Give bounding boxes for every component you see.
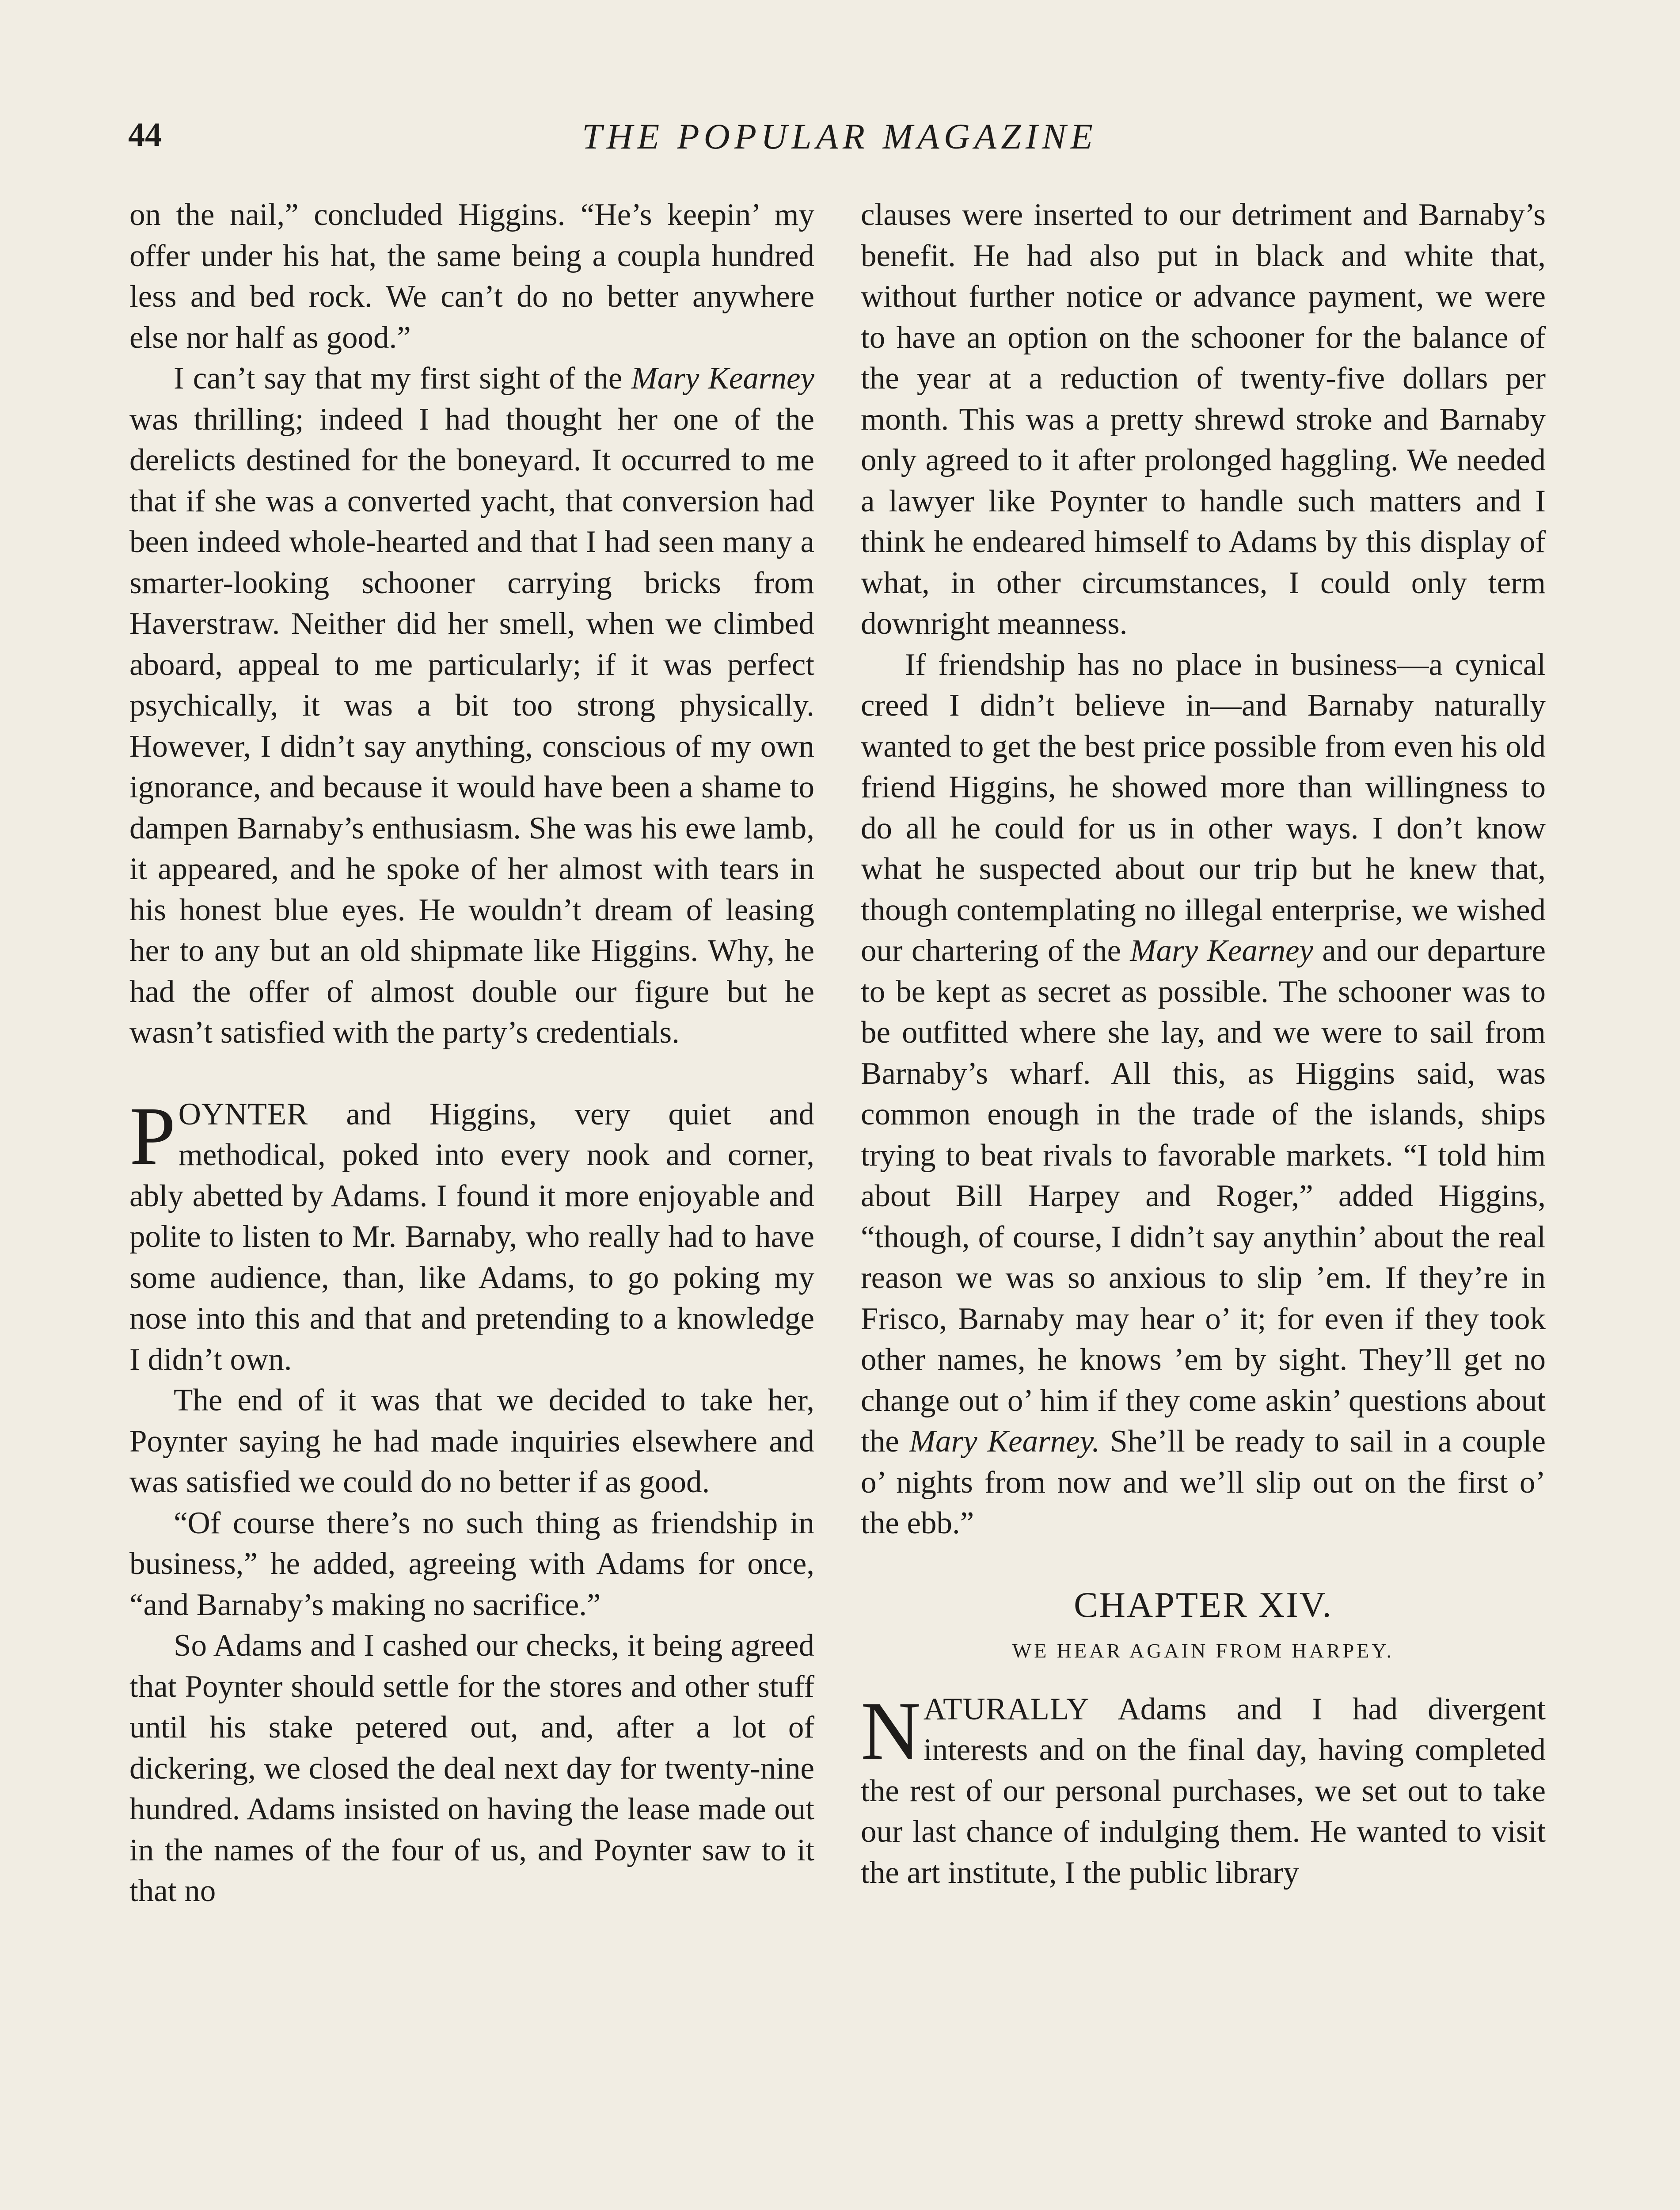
chapter-subtitle: WE HEAR AGAIN FROM HARPEY. xyxy=(1012,1639,1395,1662)
text-run: and our departure to be kept as secret as possible. The schooner was to be outfitted where she lay, and we were to sail from Barnaby’s wharf. All this, as Higgins said, was common enough in the trade of the islands, ships trying to beat rivals to favorable markets. “I told him about Bill Harpey and Roger,” added Higgins, “though, of course, I didn’t say anythin’ about the real reason we was so anxious to slip ’em. If they’re in Frisco, Barnaby may hear o’ it; for even if they took other names, he knows ’em by sight. They’ll get no change out o’ him if they come askin’ questions about the xyxy=(861,934,1546,1459)
lead-word: ATURALLY xyxy=(923,1692,1090,1726)
paragraph xyxy=(861,1684,1546,1894)
paragraph xyxy=(129,1089,814,1380)
running-title: THE POPULAR MAGAZINE xyxy=(582,116,1097,156)
paragraph: clauses were inserted to our detriment and Barnaby’s benefit. He had also put in black and white that, without further notice or advance payment, we were to have an option on the schooner for the balance of the year at a reduction of twenty-five dollars per month. This was a pretty shrewd stroke and Barnaby only agreed to it after prolonged haggling. We needed a lawyer like Poynter to handle such matters and I think he endeared himself to Adams by this display of what, in other circumstances, I could only term downright meanness. xyxy=(861,198,1546,641)
paragraph: “Of course there’s no such thing as friendship in business,” he added, agreeing with Adams for once, “and Barnaby’s making no sacrifice.” xyxy=(129,1505,814,1622)
right-column xyxy=(861,194,1546,1893)
paragraph: on the nail,” concluded Higgins. “He’s keepin’ my offer under his hat, the same being a coupla hundred less and bed rock. We can’t do no better anywhere else nor half as good.” xyxy=(129,198,814,355)
lead-word: OYNTER xyxy=(178,1097,308,1132)
chapter-heading: CHAPTER XIV. xyxy=(1074,1584,1333,1625)
paragraph xyxy=(129,358,814,1053)
text-run: I can’t say that my first sight of the xyxy=(174,361,631,396)
drop-cap: P xyxy=(129,1089,176,1182)
paragraph: So Adams and I cashed our checks, it being agreed that Poynter should settle for the stores and other stuff until his stake petered out, and, after a lot of dickering, we closed the deal next day for twenty-nine hundred. Adams insisted on having the lease made out in the names of the four of us, and Poynter saw to it that no xyxy=(129,1628,814,1908)
ship-name: Mary Kearney. xyxy=(909,1424,1100,1459)
text-run: was thrilling; indeed I had thought her one of the derelicts destined for the boneyard. It occurred to me that if she was a converted yacht, that conversion had been indeed whole-hearted and that I had seen many a smarter-looking schooner carrying bricks from Haverstraw. Neither did her smell, when we climbed aboard, appeal to me particularly; if it was perfect psychically, it was a bit too strong physically. However, I didn’t say anything, conscious of my own ignorance, and because it would have been a shame to dampen Barnaby’s enthusiasm. She was his ewe lamb, it appeared, and he spoke of her almost with tears in his honest blue eyes. He wouldn’t dream of leasing her to any but an old shipmate like Higgins. Why, he had the offer of almost double our figure but he wasn’t satisfied with the party’s credentials. xyxy=(129,402,814,1050)
paragraph: The end of it was that we decided to take her, Poynter saying he had made inquiries elsewhere and was satisfied we could do no better if as good. xyxy=(129,1383,814,1499)
left-column xyxy=(129,194,814,1912)
page-header xyxy=(128,116,1551,169)
text-run: If friendship has no place in business—a cynical creed I didn’t believe in—and Barnaby naturally wanted to get the best price possible from even his old friend Higgins, he showed more than willingness to do all he could for us in other ways. I don’t know what he suspected about our trip but he knew that, though contemplating no illegal enterprise, we wished our chartering of the xyxy=(861,647,1546,968)
text-run: She’ll be ready to sail in a couple o’ nights from now and we’ll slip out on the first o’ the ebb.” xyxy=(861,1424,1546,1540)
paragraph xyxy=(861,644,1546,1544)
text-run: Adams and I had divergent interests and on the final day, having completed the rest of our personal purchases, we set out to take our last chance of indulging them. He wanted to visit the art institute, I the public library xyxy=(861,1692,1546,1890)
drop-cap: N xyxy=(861,1684,921,1777)
text-run: and Higgins, very quiet and methodical, poked into every nook and corner, ably abetted by Adams. I found it more enjoyable and polite to listen to Mr. Barnaby, who really had to have some audience, than, like Adams, to go poking my nose into this and that and pretending to a knowledge I didn’t own. xyxy=(129,1097,814,1377)
ship-name: Mary Kearney xyxy=(1130,934,1313,968)
ship-name: Mary Kearney xyxy=(631,361,814,396)
page-number: 44 xyxy=(128,116,162,153)
